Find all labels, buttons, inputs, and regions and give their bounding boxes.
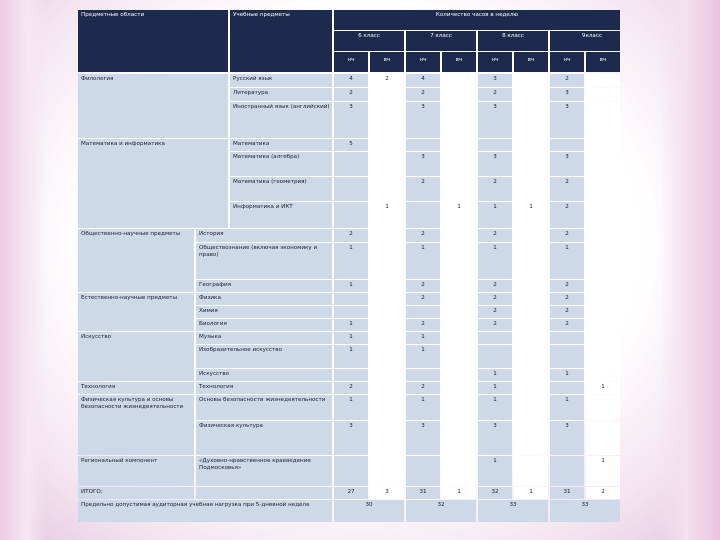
hours-cell [406,306,440,318]
hours-cell [514,229,548,242]
hours-cell [442,332,476,344]
hours-cell: 1 [334,395,368,420]
hours-cell [514,280,548,292]
hours-cell [586,345,620,368]
hours-cell [370,102,404,138]
hours-cell [370,421,404,455]
subject-area-math: Математика и информатика [78,139,228,228]
max-load-value: 33 [478,500,548,522]
header-grade-9: 9класс [550,31,620,51]
hours-cell: 3 [550,421,584,455]
hours-cell: 2 [406,177,440,201]
hours-cell [586,177,620,201]
hours-cell [586,202,620,228]
hours-cell: 3 [370,487,404,499]
hours-cell: 1 [334,345,368,368]
hours-cell: 1 [550,243,584,279]
header-variable-hours: вч [442,52,476,72]
hours-cell: 3 [550,102,584,138]
hours-cell [514,319,548,331]
subject-area-pe: Физическая культура и основы безопасности жизнедеятельности [78,395,194,455]
subject-area-max-load: Предельно допустимая аудиторная учебная нагрузка при 5-дневной неделе [78,500,332,522]
hours-cell: 1 [478,202,512,228]
hours-cell [370,382,404,394]
hours-cell: 1 [514,487,548,499]
hours-cell [442,319,476,331]
subject-cell: Математика (геометрия) [230,177,332,201]
hours-cell: 1 [442,202,476,228]
hours-cell: 3 [478,74,512,87]
hours-cell: 3 [334,102,368,138]
subject-cell: Русский язык [230,74,332,87]
hours-cell [514,345,548,368]
hours-cell [442,306,476,318]
hours-cell: 1 [406,395,440,420]
hours-cell [442,139,476,151]
hours-cell [586,293,620,305]
subject-area-philology: Филология [78,74,228,138]
subject-cell: География [196,280,332,292]
hours-cell [586,280,620,292]
hours-cell: 2 [478,229,512,242]
hours-cell: 2 [550,319,584,331]
subject-cell: Изобразительное искусство [196,345,332,368]
hours-cell [370,280,404,292]
hours-cell [550,139,584,151]
header-grade-7: 7 класс [406,31,476,51]
header-subjects: Учебные предметы [230,10,332,72]
hours-cell [370,345,404,368]
hours-cell: 2 [478,177,512,201]
hours-cell: 2 [478,319,512,331]
hours-cell [586,369,620,381]
hours-cell [442,421,476,455]
hours-cell [550,456,584,486]
hours-cell: 3 [478,152,512,176]
hours-cell [478,332,512,344]
hours-cell [334,306,368,318]
hours-cell [514,74,548,87]
hours-cell: 2 [550,280,584,292]
hours-cell: 2 [370,74,404,87]
subject-cell: Математика [230,139,332,151]
hours-cell [370,456,404,486]
subject-cell: Химия [196,306,332,318]
hours-cell: 1 [550,395,584,420]
subject-cell: Искусство [196,369,332,381]
hours-cell [442,382,476,394]
hours-cell [514,102,548,138]
subject-area-social: Общественно-научные предметы [78,229,194,292]
hours-cell: 2 [478,306,512,318]
hours-cell: 2 [478,293,512,305]
subject-cell [196,487,332,499]
hours-cell: 3 [550,88,584,101]
subject-area-art: Искусство [78,332,194,381]
header-basic-hours: нч [406,52,440,72]
hours-cell: 1 [334,332,368,344]
hours-cell: 4 [334,74,368,87]
hours-cell: 2 [478,280,512,292]
subject-cell: История [196,229,332,242]
hours-cell: 31 [406,487,440,499]
max-load-value: 32 [406,500,476,522]
subject-area-regional: Региональный компонент [78,456,194,486]
hours-cell [514,293,548,305]
subject-cell: Музыка [196,332,332,344]
subject-cell: Физика [196,293,332,305]
hours-cell: 32 [478,487,512,499]
hours-cell [406,202,440,228]
hours-cell [514,88,548,101]
hours-cell: 3 [406,152,440,176]
hours-cell: 1 [334,243,368,279]
hours-cell: 1 [586,382,620,394]
hours-cell: 2 [406,280,440,292]
hours-cell [586,229,620,242]
hours-cell [514,139,548,151]
hours-cell: 2 [406,382,440,394]
hours-cell: 2 [406,293,440,305]
hours-cell: 1 [478,456,512,486]
hours-cell [334,177,368,201]
header-variable-hours: вч [370,52,404,72]
hours-cell: 2 [478,88,512,101]
hours-cell: 2 [334,382,368,394]
header-grade-8: 8 класс [478,31,548,51]
hours-cell: 1 [514,202,548,228]
header-grade-6: 6 класс [334,31,404,51]
subject-cell: Математика (алгебра) [230,152,332,176]
hours-cell [442,229,476,242]
header-subject-areas: Предметные области [78,10,228,72]
subject-cell: Биология [196,319,332,331]
subject-cell: Обществознание (включая экономику и право) [196,243,332,279]
hours-cell [550,345,584,368]
subject-cell: Физическая культура [196,421,332,455]
hours-cell [370,88,404,101]
hours-cell [586,152,620,176]
hours-cell [442,74,476,87]
hours-cell: 1 [406,243,440,279]
hours-cell [442,395,476,420]
hours-cell [514,306,548,318]
hours-cell [586,102,620,138]
subject-cell: Литература [230,88,332,101]
hours-cell [370,293,404,305]
hours-cell: 2 [586,487,620,499]
hours-cell [370,139,404,151]
subject-cell: Основы безопасности жизнедеятельности [196,395,332,420]
header-basic-hours: нч [478,52,512,72]
hours-cell: 1 [334,319,368,331]
hours-cell: 3 [550,152,584,176]
hours-cell [334,152,368,176]
hours-cell: 1 [334,280,368,292]
hours-cell [586,319,620,331]
hours-cell [442,280,476,292]
hours-cell: 2 [406,319,440,331]
hours-cell: 2 [550,293,584,305]
hours-cell [370,177,404,201]
hours-cell [478,345,512,368]
left-decorative-edge [0,0,46,540]
hours-cell [514,382,548,394]
hours-cell: 1 [406,332,440,344]
subject-area-total: ИТОГО: [78,487,194,499]
subject-cell: «Духовно-нравственное краеведение Подмосковья» [196,456,332,486]
hours-cell: 3 [406,421,440,455]
hours-cell [478,139,512,151]
hours-cell: 2 [550,229,584,242]
hours-cell [586,88,620,101]
hours-cell: 1 [550,369,584,381]
hours-cell: 1 [586,456,620,486]
hours-cell: 31 [550,487,584,499]
hours-cell: 2 [550,177,584,201]
hours-cell [550,332,584,344]
hours-cell [370,332,404,344]
hours-cell: 2 [550,202,584,228]
hours-cell [586,395,620,420]
hours-cell [514,152,548,176]
hours-cell [442,177,476,201]
hours-cell: 2 [406,229,440,242]
header-variable-hours: вч [586,52,620,72]
header-variable-hours: вч [514,52,548,72]
right-decorative-edge [660,0,720,540]
hours-cell [406,456,440,486]
subject-cell: Информатика и ИКТ [230,202,332,228]
hours-cell: 3 [478,102,512,138]
subject-area-tech: Технология [78,382,194,394]
hours-cell [514,395,548,420]
hours-cell: 2 [406,88,440,101]
subject-area-science: Естественно-научные предметы [78,293,194,331]
hours-cell: 3 [406,102,440,138]
hours-cell [442,345,476,368]
hours-cell: 1 [478,369,512,381]
header-basic-hours: нч [550,52,584,72]
hours-cell [334,202,368,228]
subject-cell: Технология [196,382,332,394]
hours-cell [442,456,476,486]
hours-cell [442,369,476,381]
hours-cell [442,293,476,305]
hours-cell [370,306,404,318]
hours-cell [514,421,548,455]
hours-cell [442,88,476,101]
hours-cell: 2 [334,229,368,242]
max-load-value: 33 [550,500,620,522]
hours-cell: 4 [406,74,440,87]
subject-cell: Иностранный язык (английский) [230,102,332,138]
hours-cell [514,456,548,486]
max-load-value: 30 [334,500,404,522]
hours-cell [442,102,476,138]
hours-cell [442,152,476,176]
hours-cell: 2 [550,306,584,318]
hours-cell [370,229,404,242]
hours-cell [406,369,440,381]
hours-cell: 2 [550,74,584,87]
hours-cell [586,421,620,455]
hours-cell [334,369,368,381]
hours-cell: 1 [370,202,404,228]
hours-cell: 1 [478,395,512,420]
hours-cell [586,243,620,279]
hours-cell [370,152,404,176]
hours-cell [514,243,548,279]
hours-cell [370,395,404,420]
hours-cell [442,243,476,279]
hours-cell [514,177,548,201]
hours-cell [406,139,440,151]
header-hours-per-week: Количество часов в неделю [334,10,620,30]
hours-cell: 1 [442,487,476,499]
hours-cell [370,369,404,381]
hours-cell: 27 [334,487,368,499]
hours-cell: 3 [478,421,512,455]
hours-cell [370,319,404,331]
hours-cell [586,74,620,87]
hours-cell [334,456,368,486]
hours-cell [334,293,368,305]
hours-cell: 2 [334,88,368,101]
hours-cell [370,243,404,279]
hours-cell: 1 [406,345,440,368]
hours-cell [586,332,620,344]
hours-cell [586,306,620,318]
hours-cell [550,382,584,394]
hours-cell: 3 [334,421,368,455]
hours-cell [514,369,548,381]
header-basic-hours: нч [334,52,368,72]
hours-cell: 5 [334,139,368,151]
hours-cell [514,332,548,344]
hours-cell: 1 [478,243,512,279]
hours-cell [586,139,620,151]
hours-cell: 1 [478,382,512,394]
